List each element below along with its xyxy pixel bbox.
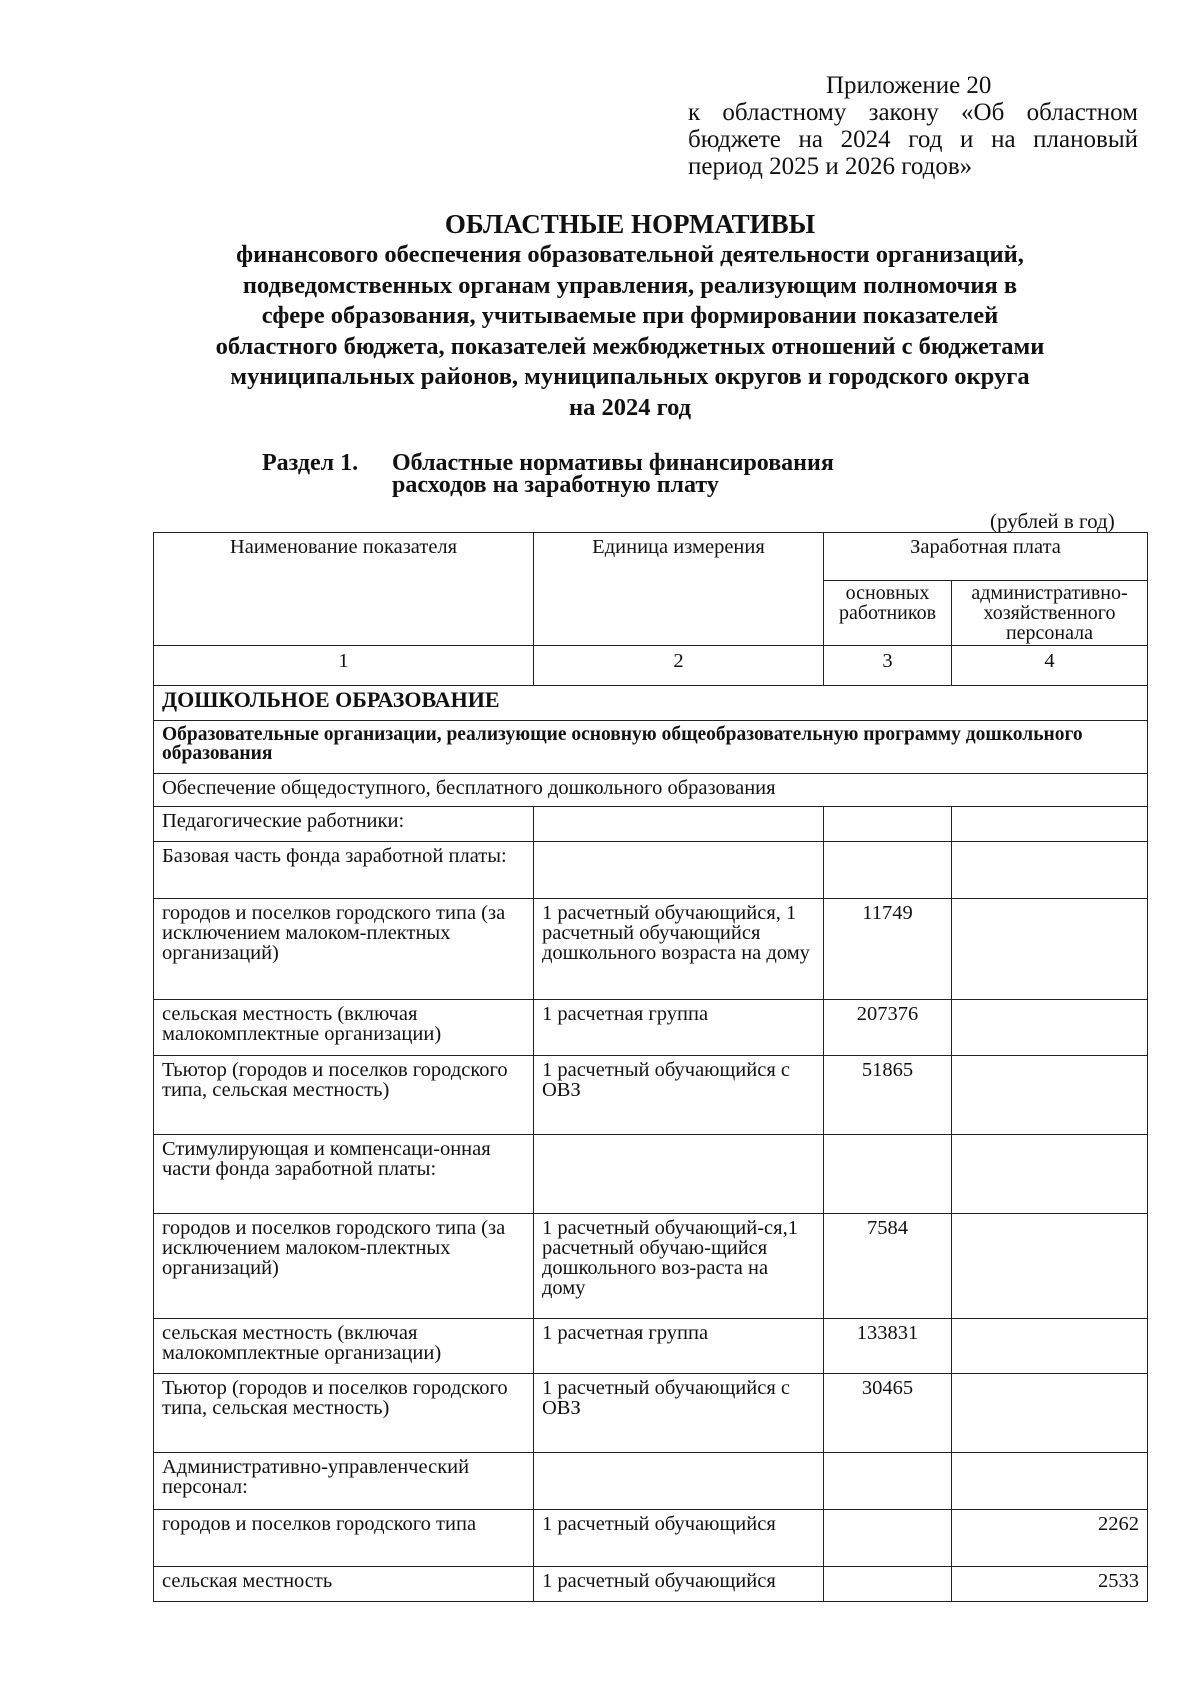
header-unit: Единица измерения bbox=[534, 533, 824, 646]
appendix-number: Приложение 20 bbox=[826, 72, 992, 99]
admin-salary-cell bbox=[952, 1374, 1148, 1453]
table-row bbox=[154, 842, 1148, 899]
table-row bbox=[154, 1214, 1148, 1319]
admin-salary-cell bbox=[952, 1453, 1148, 1510]
admin-salary-cell bbox=[952, 899, 1148, 1000]
table-row bbox=[154, 1567, 1148, 1602]
indicator-name: сельская местность bbox=[154, 1567, 534, 1602]
title-line: муниципальных районов, муниципальных округов и городского округа bbox=[230, 363, 1030, 390]
table-row bbox=[154, 1453, 1148, 1510]
section-number: Раздел 1. bbox=[262, 450, 359, 476]
title-line: на 2024 год bbox=[568, 393, 692, 421]
title-line: областного бюджета, показателей межбюджетных отношений с бюджетами bbox=[215, 332, 1045, 360]
header-main-workers: основных работников bbox=[824, 581, 952, 646]
group-row bbox=[154, 774, 1148, 807]
unit-cell: 1 расчетный обучающийся с ОВЗ bbox=[534, 1374, 824, 1453]
title-main: ОБЛАСТНЫЕ НОРМАТИВЫ bbox=[444, 209, 816, 239]
table-row bbox=[154, 1056, 1148, 1135]
indicator-name: Тьютор (городов и поселков городского типа, сельская местность) bbox=[154, 1374, 534, 1453]
column-number: 1 bbox=[154, 646, 534, 686]
table-row bbox=[154, 1000, 1148, 1056]
main-salary-cell: 207376 bbox=[824, 1000, 952, 1056]
admin-salary-cell bbox=[952, 1000, 1148, 1056]
table-row bbox=[154, 1319, 1148, 1374]
section-title-line: расходов на заработную плату bbox=[392, 472, 719, 498]
main-salary-cell: 133831 bbox=[824, 1319, 952, 1374]
section-row bbox=[154, 686, 1148, 721]
unit-cell: 1 расчетный обучающийся, 1 расчетный обучающийся дошкольного возраста на дому bbox=[534, 899, 824, 1000]
admin-salary-cell bbox=[952, 842, 1148, 899]
indicator-name: сельская местность (включая малокомплектные организации) bbox=[154, 1000, 534, 1056]
admin-salary-cell bbox=[952, 1056, 1148, 1135]
main-salary-cell bbox=[824, 1567, 952, 1602]
indicator-name: городов и поселков городского типа bbox=[154, 1510, 534, 1567]
table-row bbox=[154, 1135, 1148, 1214]
units-note: (рублей в год) bbox=[990, 509, 1115, 533]
unit-cell: 1 расчетный обучающийся bbox=[534, 1510, 824, 1567]
header-row bbox=[154, 533, 1148, 581]
title-line: подведомственных органам управления, реализующим полномочия в bbox=[242, 271, 1018, 299]
indicator-name: Базовая часть фонда заработной платы: bbox=[154, 842, 534, 899]
main-salary-cell bbox=[824, 1453, 952, 1510]
indicator-name: Педагогические работники: bbox=[154, 807, 534, 842]
unit-cell bbox=[534, 1453, 824, 1510]
indicator-name: Тьютор (городов и поселков городского типа, сельская местность) bbox=[154, 1056, 534, 1135]
appendix-note bbox=[688, 72, 1138, 180]
unit-cell bbox=[534, 807, 824, 842]
header-salary: Заработная плата bbox=[824, 533, 1148, 581]
group-label: Обеспечение общедоступного, бесплатного дошкольного образования bbox=[154, 774, 1148, 807]
admin-salary-cell: 2533 bbox=[952, 1567, 1148, 1602]
document-title bbox=[150, 208, 1110, 423]
unit-cell: 1 расчетный обучающийся с ОВЗ bbox=[534, 1056, 824, 1135]
table-row bbox=[154, 1374, 1148, 1453]
indicator-name: городов и поселков городского типа (за исключением малоком-плектных организаций) bbox=[154, 899, 534, 1000]
column-number: 4 bbox=[952, 646, 1148, 686]
section-label: ДОШКОЛЬНОЕ ОБРАЗОВАНИЕ bbox=[154, 686, 1148, 721]
admin-salary-cell bbox=[952, 807, 1148, 842]
unit-cell: 1 расчетная группа bbox=[534, 1319, 824, 1374]
section-heading bbox=[262, 452, 834, 496]
admin-salary-cell: 2262 bbox=[952, 1510, 1148, 1567]
indicator-name: Стимулирующая и компенсаци-онная части фонда заработной платы: bbox=[154, 1135, 534, 1214]
section-title-line: Областные нормативы финансирования bbox=[392, 450, 834, 476]
unit-cell bbox=[534, 842, 824, 899]
main-salary-cell bbox=[824, 807, 952, 842]
indicator-name: сельская местность (включая малокомплектные организации) bbox=[154, 1319, 534, 1374]
subsection-label: Образовательные организации, реализующие основную общеобразовательную программу дошкольного образования bbox=[154, 721, 1148, 774]
main-salary-cell: 51865 bbox=[824, 1056, 952, 1135]
main-salary-cell: 7584 bbox=[824, 1214, 952, 1319]
admin-salary-cell bbox=[952, 1135, 1148, 1214]
column-number-row bbox=[154, 646, 1148, 686]
norms-table bbox=[153, 532, 1148, 1602]
title-line: сфере образования, учитываемые при формировании показателей bbox=[261, 302, 999, 329]
unit-cell: 1 расчетная группа bbox=[534, 1000, 824, 1056]
title-line: финансового обеспечения образовательной деятельности организаций, bbox=[236, 241, 1024, 268]
main-salary-cell: 30465 bbox=[824, 1374, 952, 1453]
admin-salary-cell bbox=[952, 1214, 1148, 1319]
header-admin-staff: административно-хозяйственного персонала bbox=[952, 581, 1148, 646]
column-number: 2 bbox=[534, 646, 824, 686]
main-salary-cell bbox=[824, 1510, 952, 1567]
table-row bbox=[154, 899, 1148, 1000]
indicator-name: Административно-управленческий персонал: bbox=[154, 1453, 534, 1510]
indicator-name: городов и поселков городского типа (за исключением малоком-плектных организаций) bbox=[154, 1214, 534, 1319]
main-salary-cell: 11749 bbox=[824, 899, 952, 1000]
main-salary-cell bbox=[824, 1135, 952, 1214]
unit-cell: 1 расчетный обучающийся bbox=[534, 1567, 824, 1602]
header-indicator-name: Наименование показателя bbox=[154, 533, 534, 646]
table-row bbox=[154, 807, 1148, 842]
subsection-row bbox=[154, 721, 1148, 774]
main-salary-cell bbox=[824, 842, 952, 899]
admin-salary-cell bbox=[952, 1319, 1148, 1374]
appendix-reference: к областному закону «Об областном бюджете на 2024 год и на плановый период 2025 и 2026 годов» bbox=[688, 99, 1138, 180]
table-row bbox=[154, 1510, 1148, 1567]
column-number: 3 bbox=[824, 646, 952, 686]
unit-cell: 1 расчетный обучающий-ся,1 расчетный обучаю-щийся дошкольного воз-раста на дому bbox=[534, 1214, 824, 1319]
unit-cell bbox=[534, 1135, 824, 1214]
